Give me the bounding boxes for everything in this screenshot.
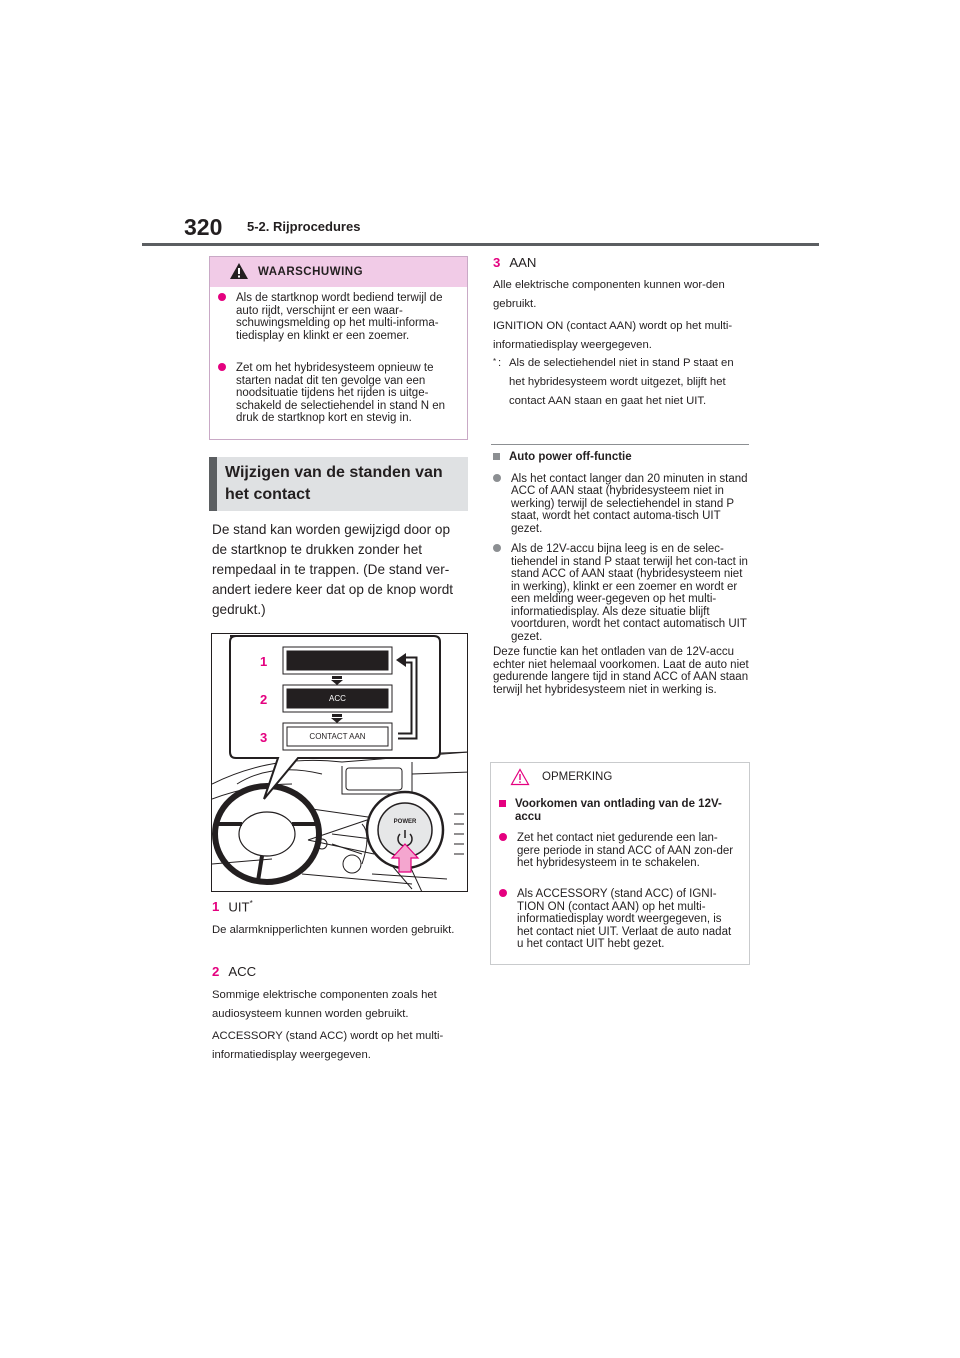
section-title: 5-2. Rijprocedures bbox=[247, 219, 361, 234]
dashboard-illustration bbox=[212, 634, 468, 892]
square-bullet-icon bbox=[493, 453, 500, 460]
mode-1 bbox=[212, 899, 468, 940]
bullet-icon bbox=[493, 474, 501, 482]
bullet-icon bbox=[499, 889, 507, 897]
divider bbox=[491, 444, 749, 445]
note-title: OPMERKING bbox=[542, 771, 613, 783]
screen-label: CONTACT AAN bbox=[309, 732, 366, 741]
mode-description: ACCESSORY (stand ACC) wordt op het multi-informatiedisplay weergegeven. bbox=[212, 1030, 444, 1061]
warning-item: Als de startknop wordt bediend terwijl de auto rijdt, verschijnt er een waar-schuwingsmelding op het multi-informa-tiedisplay en klinkt er een zoemer. bbox=[218, 292, 458, 342]
mode-3 bbox=[493, 255, 749, 355]
step-number: 3 bbox=[260, 730, 268, 745]
footnote-marker: * bbox=[493, 357, 497, 366]
step-number: 2 bbox=[260, 692, 268, 707]
screen-label: ACC bbox=[329, 694, 346, 703]
header-rule bbox=[142, 243, 819, 246]
subsection-title: Auto power off-functie bbox=[493, 451, 751, 464]
list-item: Als het contact langer dan 20 minuten in stand ACC of AAN staat (hybridesysteem niet in werking) terwijl de selectiehendel in stand P staat, wordt het contact automa-tisch UIT gezet. bbox=[493, 473, 751, 536]
mode-heading: 1 UIT* bbox=[212, 899, 253, 915]
note-item: Zet het contact niet gedurende een lan-gere periode in stand ACC of AAN zon-der het hybridesysteem in te schakelen. bbox=[499, 832, 739, 870]
mode-description: Sommige elektrische componenten zoals het audiosysteem kunnen worden gebruikt. bbox=[212, 989, 437, 1020]
auto-power-off-section bbox=[493, 451, 751, 696]
footnote: * : Als de selectiehendel niet in stand P staat en het hybridesysteem wordt uitgezet, blijft het contact AAN staan en gaat het niet UIT. bbox=[493, 354, 749, 411]
bullet-icon bbox=[499, 833, 507, 841]
note-subtitle: Voorkomen van ontlading van de 12V-accu bbox=[499, 798, 739, 823]
banner-accent-bar bbox=[209, 457, 217, 511]
square-bullet-icon bbox=[499, 800, 506, 807]
list-item: Als de 12V-accu bijna leeg is en de selec-tiehendel in stand P staat terwijl het con-tact in stand ACC of AAN staat (hybridesysteem niet in werking), klinkt er een zoemer en wordt er een melding weer-gegeven op het multi-informatiedisplay. Als deze situatie blijft voortduren, wordt het contact automatisch UIT gezet. bbox=[493, 543, 751, 643]
page-number: 320 bbox=[184, 214, 223, 240]
mode-2 bbox=[212, 964, 468, 1065]
warning-triangle-icon bbox=[229, 262, 249, 280]
section-heading: Wijzigen van de standen van het contact bbox=[225, 464, 443, 503]
mode-heading: 2 ACC bbox=[212, 964, 257, 979]
bullet-icon bbox=[218, 363, 226, 371]
intro-paragraph: De stand kan worden gewijzigd door op de startknop te drukken zonder het rempedaal in te trappen. (De stand ver-andert iedere keer dat op de knop wordt gedrukt.) bbox=[212, 522, 454, 617]
bullet-icon bbox=[493, 544, 501, 552]
warning-box bbox=[209, 256, 468, 440]
mode-heading: 3 AAN bbox=[493, 255, 537, 270]
note-header bbox=[491, 763, 749, 793]
note-box bbox=[490, 762, 750, 965]
step-number: 1 bbox=[260, 654, 268, 669]
mode-description: IGNITION ON (contact AAN) wordt op het multi-informatiedisplay weergegeven. bbox=[493, 320, 733, 351]
caution-triangle-icon bbox=[510, 768, 530, 786]
mode-description: De alarmknipperlichten kunnen worden gebruikt. bbox=[212, 924, 455, 937]
bullet-icon bbox=[218, 293, 226, 301]
note-item: Als ACCESSORY (stand ACC) of IGNI-TION ON (contact AAN) op het multi-informatiedisplay wordt weergegeven, is het contact niet UIT. Verlaat de auto nadat u het contact UIT hebt gezet. bbox=[499, 888, 739, 951]
auto-power-off-paragraph: Deze functie kan het ontladen van de 12V-accu echter niet helemaal voorkomen. Laat de auto niet gedurende langere tijd in stand ACC of AAN staan terwijl het hybridesysteem niet in werking is. bbox=[493, 646, 749, 696]
section-heading-banner bbox=[209, 457, 468, 511]
warning-item: Zet om het hybridesysteem opnieuw te starten nadat dit ten gevolge van een noodsituatie tijdens het rijden is uitge-schakeld de selectiehendel in stand N en druk de startknop kort en stevig in. bbox=[218, 362, 458, 425]
mode-description: Alle elektrische componenten kunnen wor-den gebruikt. bbox=[493, 279, 725, 310]
power-button-label: POWER bbox=[393, 819, 417, 825]
warning-title: WAARSCHUWING bbox=[258, 266, 364, 278]
ignition-figure bbox=[211, 633, 468, 892]
warning-header bbox=[210, 257, 467, 287]
